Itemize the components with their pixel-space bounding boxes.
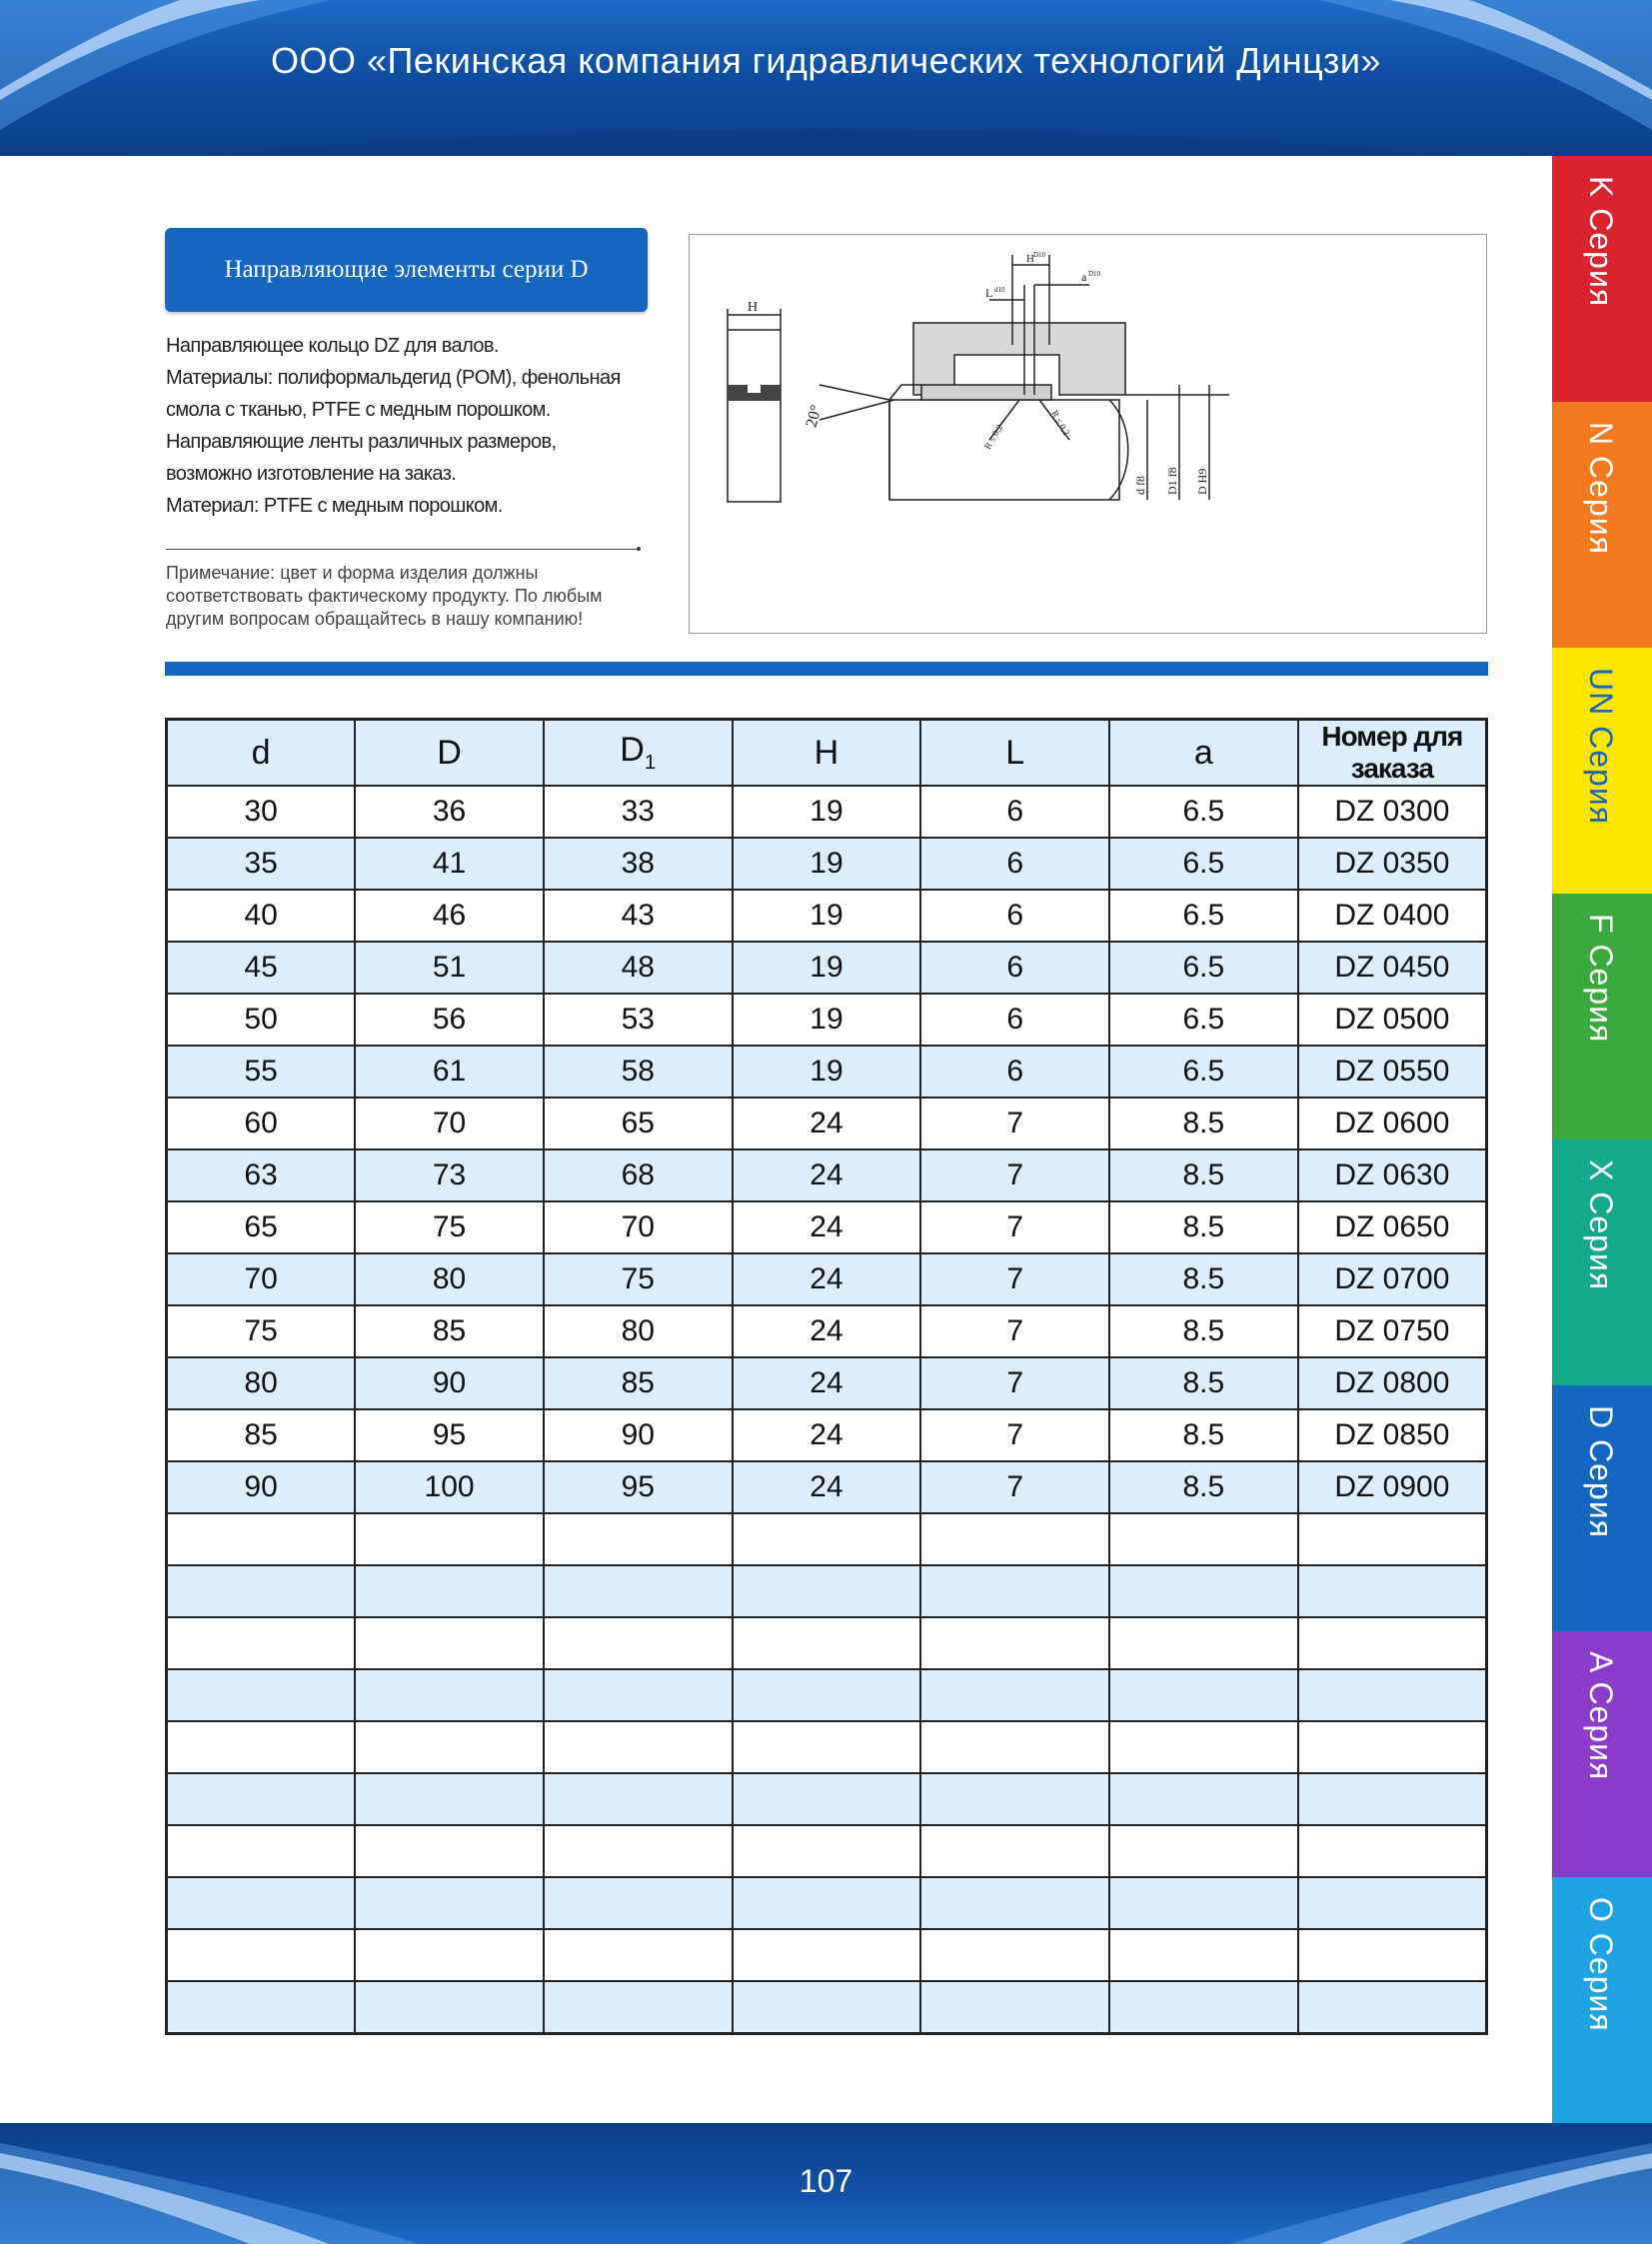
cell-order-number: DZ 0700 xyxy=(1298,1253,1487,1305)
ring-section xyxy=(728,330,781,502)
cell-D1 xyxy=(544,1721,733,1773)
cell-H xyxy=(733,1981,921,2034)
cell-a: 6.5 xyxy=(1109,890,1298,942)
cell-d: 60 xyxy=(167,1098,356,1149)
note-text xyxy=(166,562,646,631)
ring-groove xyxy=(748,385,761,393)
cell-d: 40 xyxy=(167,890,356,942)
note-line: Примечание: цвет и форма изделия должны xyxy=(166,563,539,583)
table-row xyxy=(167,994,1487,1046)
table-row xyxy=(167,1149,1487,1201)
cell-H: 19 xyxy=(733,942,921,994)
cell-H xyxy=(733,1929,921,1981)
col-header-D1 xyxy=(544,720,733,787)
cell-order-number: DZ 0750 xyxy=(1298,1305,1487,1357)
cell-D xyxy=(355,1669,544,1721)
cell-a xyxy=(1109,1929,1298,1981)
table-row xyxy=(167,1253,1487,1305)
tab-d-series[interactable] xyxy=(1552,1385,1652,1631)
cell-D1: 68 xyxy=(544,1149,733,1201)
guide-ring-insert xyxy=(921,385,1051,400)
cell-H: 19 xyxy=(733,786,921,838)
cell-L xyxy=(920,1929,1109,1981)
cell-D xyxy=(355,1773,544,1825)
cell-order-number: DZ 0450 xyxy=(1298,942,1487,994)
cell-D1: 33 xyxy=(544,786,733,838)
cell-L: 7 xyxy=(920,1461,1109,1513)
cell-d: 80 xyxy=(167,1357,356,1409)
cell-order-number xyxy=(1298,1877,1487,1929)
cell-a: 8.5 xyxy=(1109,1409,1298,1461)
cell-order-number xyxy=(1298,1929,1487,1981)
cell-H: 24 xyxy=(733,1461,921,1513)
label-angle: 20° xyxy=(803,403,826,430)
cell-a xyxy=(1109,1669,1298,1721)
cell-d xyxy=(167,1981,356,2034)
table-row xyxy=(167,1409,1487,1461)
cell-H: 19 xyxy=(733,890,921,942)
cell-order-number xyxy=(1298,1513,1487,1565)
cell-a xyxy=(1109,1981,1298,2034)
page-number: 107 xyxy=(799,2163,853,2199)
cell-L: 6 xyxy=(920,890,1109,942)
cell-D: 100 xyxy=(355,1461,544,1513)
cell-d: 50 xyxy=(167,994,356,1046)
tab-f-series[interactable] xyxy=(1552,894,1652,1139)
cell-L xyxy=(920,1825,1109,1877)
table-row xyxy=(167,1201,1487,1253)
col-header-d: d xyxy=(167,720,356,787)
col-header-D1-sub: 1 xyxy=(644,751,657,774)
cell-a: 8.5 xyxy=(1109,1201,1298,1253)
cell-H: 24 xyxy=(733,1253,921,1305)
tab-label: F Серия xyxy=(1583,914,1619,1044)
table-row xyxy=(167,1721,1487,1773)
cell-d: 45 xyxy=(167,942,356,994)
series-side-tabs xyxy=(1552,156,1652,2123)
cell-D: 90 xyxy=(355,1357,544,1409)
table-row xyxy=(167,786,1487,838)
cell-H xyxy=(733,1565,921,1617)
table-row xyxy=(167,890,1487,942)
cell-d: 30 xyxy=(167,786,356,838)
cell-a: 8.5 xyxy=(1109,1357,1298,1409)
cell-D1: 85 xyxy=(544,1357,733,1409)
label-l: L xyxy=(985,286,993,300)
label-radius-1: R ≤ 0,2 xyxy=(982,422,1005,451)
cell-H xyxy=(733,1721,921,1773)
cell-d xyxy=(167,1721,356,1773)
table-row xyxy=(167,1046,1487,1098)
shaft xyxy=(889,400,1119,500)
table-row xyxy=(167,1513,1487,1565)
table-row xyxy=(167,1461,1487,1513)
description-line: Направляющее кольцо DZ для валов. xyxy=(166,335,499,357)
col-header-D1-base: D xyxy=(620,731,645,770)
table-row xyxy=(167,1098,1487,1149)
cell-order-number: DZ 0600 xyxy=(1298,1098,1487,1149)
note-divider xyxy=(166,549,638,550)
cell-d xyxy=(167,1669,356,1721)
label-l-sup: d10 xyxy=(994,286,1005,294)
cell-H: 24 xyxy=(733,1357,921,1409)
cell-a xyxy=(1109,1877,1298,1929)
cell-L xyxy=(920,1669,1109,1721)
cell-H xyxy=(733,1825,921,1877)
cell-D1 xyxy=(544,1565,733,1617)
cell-a xyxy=(1109,1617,1298,1669)
cell-L: 6 xyxy=(920,1046,1109,1098)
cell-a xyxy=(1109,1565,1298,1617)
cell-L xyxy=(920,1877,1109,1929)
label-radius-2: R ≤ 0,2 xyxy=(1049,409,1072,438)
table-row xyxy=(167,942,1487,994)
cell-D1 xyxy=(544,1929,733,1981)
col-header-a: a xyxy=(1109,720,1298,787)
cell-D1 xyxy=(544,1513,733,1565)
cell-order-number xyxy=(1298,1825,1487,1877)
cell-H: 19 xyxy=(733,1046,921,1098)
cell-L: 7 xyxy=(920,1409,1109,1461)
cell-order-number xyxy=(1298,1617,1487,1669)
label-h-top-sup: D10 xyxy=(1033,251,1046,259)
tab-label: UN Серия xyxy=(1583,668,1619,826)
cell-D1: 43 xyxy=(544,890,733,942)
cell-L: 7 xyxy=(920,1253,1109,1305)
table-row xyxy=(167,1565,1487,1617)
technical-drawing xyxy=(689,234,1487,634)
table-row xyxy=(167,1669,1487,1721)
cell-D1: 90 xyxy=(544,1409,733,1461)
tab-x-series[interactable] xyxy=(1552,1139,1652,1385)
cell-D xyxy=(355,1721,544,1773)
cell-order-number: DZ 0300 xyxy=(1298,786,1487,838)
label-d-h9: D H9 xyxy=(1195,468,1209,495)
tab-label: N Серия xyxy=(1583,422,1619,555)
table-row xyxy=(167,1617,1487,1669)
cell-L xyxy=(920,1565,1109,1617)
cell-d: 75 xyxy=(167,1305,356,1357)
col-header-order-number: Номер для заказа xyxy=(1298,720,1487,787)
cell-d: 65 xyxy=(167,1201,356,1253)
cell-D: 56 xyxy=(355,994,544,1046)
cell-D: 95 xyxy=(355,1409,544,1461)
table-row xyxy=(167,1981,1487,2034)
cell-d: 55 xyxy=(167,1046,356,1098)
cell-order-number: DZ 0650 xyxy=(1298,1201,1487,1253)
cell-D: 61 xyxy=(355,1046,544,1098)
cell-a xyxy=(1109,1721,1298,1773)
table-header-row xyxy=(167,720,1487,787)
tab-o-series[interactable] xyxy=(1552,1877,1652,2123)
label-a-sup: D10 xyxy=(1088,270,1101,278)
guide-ring-drawing xyxy=(690,235,1486,633)
cell-L: 6 xyxy=(920,786,1109,838)
cell-L xyxy=(920,1513,1109,1565)
cell-D xyxy=(355,1929,544,1981)
cell-D1: 75 xyxy=(544,1253,733,1305)
col-header-L: L xyxy=(920,720,1109,787)
cell-D: 41 xyxy=(355,838,544,890)
cell-a: 8.5 xyxy=(1109,1149,1298,1201)
col-header-D: D xyxy=(355,720,544,787)
cell-L: 7 xyxy=(920,1098,1109,1149)
label-a: a xyxy=(1081,270,1087,284)
cell-D1: 65 xyxy=(544,1098,733,1149)
cell-L xyxy=(920,1773,1109,1825)
col-header-H: H xyxy=(733,720,921,787)
housing-body xyxy=(913,323,1125,395)
cell-D: 51 xyxy=(355,942,544,994)
cell-d xyxy=(167,1617,356,1669)
cell-order-number xyxy=(1298,1721,1487,1773)
cell-L: 7 xyxy=(920,1201,1109,1253)
product-description xyxy=(166,330,666,522)
description-line: Направляющие ленты различных размеров, xyxy=(166,431,557,453)
cell-D1 xyxy=(544,1981,733,2034)
table-row xyxy=(167,1305,1487,1357)
cell-a xyxy=(1109,1773,1298,1825)
cell-D1: 80 xyxy=(544,1305,733,1357)
cell-H: 24 xyxy=(733,1098,921,1149)
cell-H: 24 xyxy=(733,1409,921,1461)
cell-D1 xyxy=(544,1825,733,1877)
cell-D: 80 xyxy=(355,1253,544,1305)
cell-L: 7 xyxy=(920,1149,1109,1201)
cell-D1 xyxy=(544,1669,733,1721)
cell-H xyxy=(733,1773,921,1825)
cell-d xyxy=(167,1929,356,1981)
company-title: ООО «Пекинская компания гидравлических технологий Динцзи» xyxy=(271,40,1381,81)
table-row xyxy=(167,1877,1487,1929)
cell-D: 73 xyxy=(355,1149,544,1201)
cell-L: 7 xyxy=(920,1305,1109,1357)
description-line: смола с тканью, PTFE с медным порошком. xyxy=(166,399,551,421)
cell-order-number: DZ 0350 xyxy=(1298,838,1487,890)
note-line: другим вопросам обращайтесь в нашу компанию! xyxy=(166,609,584,629)
cell-D1: 53 xyxy=(544,994,733,1046)
cell-d xyxy=(167,1565,356,1617)
cell-D1 xyxy=(544,1617,733,1669)
cell-d: 70 xyxy=(167,1253,356,1305)
cell-order-number: DZ 0550 xyxy=(1298,1046,1487,1098)
tab-label: O Серия xyxy=(1583,1897,1619,2032)
cell-D: 70 xyxy=(355,1098,544,1149)
cell-D1 xyxy=(544,1877,733,1929)
page-header xyxy=(0,0,1652,156)
cell-L: 6 xyxy=(920,994,1109,1046)
tab-label: X Серия xyxy=(1583,1159,1619,1291)
cell-a: 8.5 xyxy=(1109,1253,1298,1305)
cell-d xyxy=(167,1513,356,1565)
table-row xyxy=(167,1357,1487,1409)
cell-L xyxy=(920,1617,1109,1669)
cell-H: 24 xyxy=(733,1201,921,1253)
cell-D xyxy=(355,1825,544,1877)
cell-H: 19 xyxy=(733,994,921,1046)
page-footer xyxy=(0,2123,1652,2244)
description-line: Материалы: полиформальдегид (POM), фенольная xyxy=(166,367,621,389)
cell-D: 46 xyxy=(355,890,544,942)
tab-label: K Серия xyxy=(1583,176,1619,308)
cell-a: 6.5 xyxy=(1109,786,1298,838)
cell-d xyxy=(167,1825,356,1877)
cell-D xyxy=(355,1877,544,1929)
label-h-left: H xyxy=(748,300,759,315)
cell-H xyxy=(733,1513,921,1565)
cell-order-number xyxy=(1298,1565,1487,1617)
section-divider-bar xyxy=(165,662,1488,676)
cell-D: 75 xyxy=(355,1201,544,1253)
cell-D xyxy=(355,1565,544,1617)
cell-H xyxy=(733,1669,921,1721)
table-row xyxy=(167,1773,1487,1825)
cell-H: 24 xyxy=(733,1305,921,1357)
description-line: возможно изготовление на заказ. xyxy=(166,463,457,485)
cell-L xyxy=(920,1721,1109,1773)
cell-H: 19 xyxy=(733,838,921,890)
note-line: соответствовать фактическому продукту. По любым xyxy=(166,586,603,606)
cell-D1: 38 xyxy=(544,838,733,890)
cell-a: 6.5 xyxy=(1109,838,1298,890)
table-row xyxy=(167,838,1487,890)
cell-D: 36 xyxy=(355,786,544,838)
cell-a: 8.5 xyxy=(1109,1098,1298,1149)
cell-a: 6.5 xyxy=(1109,942,1298,994)
cell-d xyxy=(167,1773,356,1825)
tab-k-series[interactable] xyxy=(1552,156,1652,402)
cell-D1: 58 xyxy=(544,1046,733,1098)
tab-a-series[interactable] xyxy=(1552,1631,1652,1877)
cell-a xyxy=(1109,1825,1298,1877)
label-d1-f8: D1 f8 xyxy=(1165,467,1179,495)
cell-order-number: DZ 0500 xyxy=(1298,994,1487,1046)
cell-D xyxy=(355,1513,544,1565)
cell-order-number xyxy=(1298,1773,1487,1825)
cell-a: 6.5 xyxy=(1109,1046,1298,1098)
cell-L xyxy=(920,1981,1109,2034)
cell-d: 85 xyxy=(167,1409,356,1461)
cell-order-number: DZ 0800 xyxy=(1298,1357,1487,1409)
table-row xyxy=(167,1825,1487,1877)
dimensions-table xyxy=(165,718,1488,2035)
table-body xyxy=(167,786,1487,2034)
cell-order-number xyxy=(1298,1981,1487,2034)
cell-H xyxy=(733,1617,921,1669)
cell-order-number xyxy=(1298,1669,1487,1721)
cell-L: 6 xyxy=(920,838,1109,890)
cell-d: 63 xyxy=(167,1149,356,1201)
cell-D: 85 xyxy=(355,1305,544,1357)
table-row xyxy=(167,1929,1487,1981)
cell-L: 7 xyxy=(920,1357,1109,1409)
label-h-top: H xyxy=(1026,253,1034,265)
cell-D1: 70 xyxy=(544,1201,733,1253)
cell-a: 6.5 xyxy=(1109,994,1298,1046)
cell-H xyxy=(733,1877,921,1929)
cell-D1 xyxy=(544,1773,733,1825)
cell-D xyxy=(355,1981,544,2034)
cell-a: 8.5 xyxy=(1109,1305,1298,1357)
cell-D1: 95 xyxy=(544,1461,733,1513)
cell-d xyxy=(167,1877,356,1929)
cell-order-number: DZ 0400 xyxy=(1298,890,1487,942)
cell-D1: 48 xyxy=(544,942,733,994)
cell-order-number: DZ 0630 xyxy=(1298,1149,1487,1201)
description-line: Материал: PTFE с медным порошком. xyxy=(166,495,503,517)
cell-a: 8.5 xyxy=(1109,1461,1298,1513)
cell-order-number: DZ 0900 xyxy=(1298,1461,1487,1513)
cell-L: 6 xyxy=(920,942,1109,994)
cell-d: 35 xyxy=(167,838,356,890)
tab-label: A Серия xyxy=(1583,1651,1619,1781)
tab-n-series[interactable] xyxy=(1552,402,1652,648)
label-d-f8: d f8 xyxy=(1133,476,1147,495)
tab-un-series[interactable] xyxy=(1552,648,1652,894)
tab-label: D Серия xyxy=(1583,1405,1619,1538)
cell-order-number: DZ 0850 xyxy=(1298,1409,1487,1461)
section-title: Направляющие элементы серии D xyxy=(165,228,648,312)
cell-a xyxy=(1109,1513,1298,1565)
cell-H: 24 xyxy=(733,1149,921,1201)
cell-d: 90 xyxy=(167,1461,356,1513)
cell-D xyxy=(355,1617,544,1669)
